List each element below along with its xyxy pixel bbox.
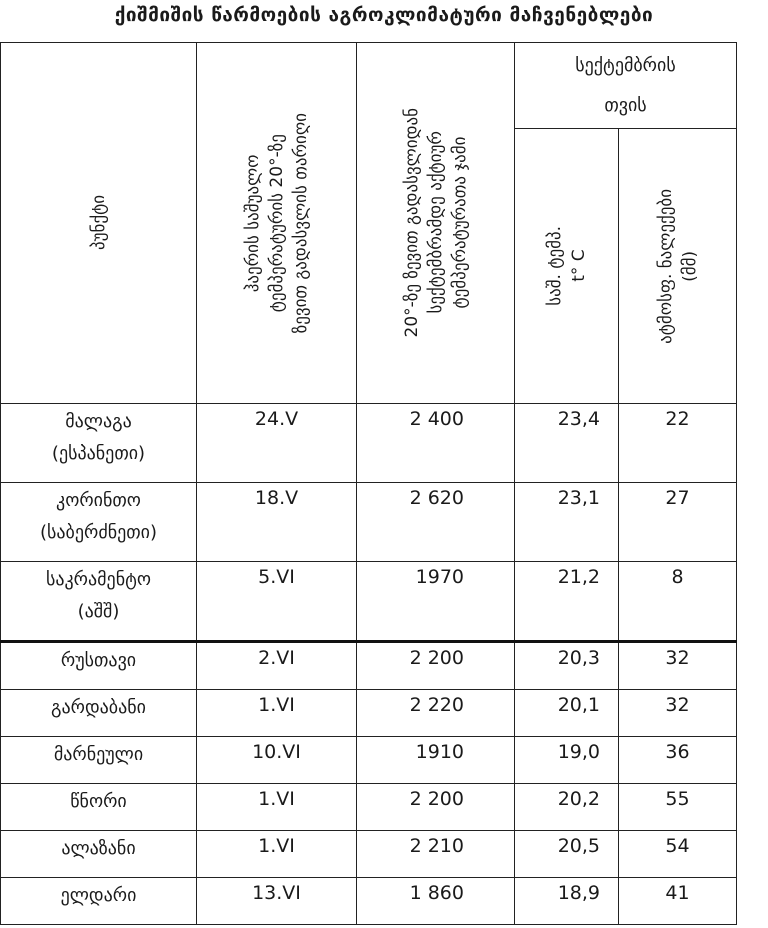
cell-point: მალაგა (ესპანეთი) [1, 404, 197, 483]
table-row [1, 642, 737, 690]
header-september: სექტემბრის თვის [515, 43, 737, 129]
cell-avg-temp: 23,1 [515, 483, 619, 562]
table-row [1, 737, 737, 784]
header-point: პუნქტი [1, 43, 197, 404]
cell-precip: 27 [619, 483, 737, 562]
cell-date: 24.V [197, 404, 357, 483]
cell-precip: 8 [619, 562, 737, 642]
cell-point: საკრამენტო (აშშ) [1, 562, 197, 642]
cell-temp-sum: 1910 [357, 737, 515, 784]
cell-avg-temp: 18,9 [515, 878, 619, 925]
cell-temp-sum: 2 200 [357, 642, 515, 690]
cell-date: 1.VI [197, 784, 357, 831]
cell-precip: 36 [619, 737, 737, 784]
table-row [1, 831, 737, 878]
cell-precip: 32 [619, 690, 737, 737]
header-precip: ატმოსფ. ნალექები (მმ) [619, 129, 737, 404]
cell-avg-temp: 19,0 [515, 737, 619, 784]
cell-precip: 22 [619, 404, 737, 483]
cell-point: რუსთავი [1, 642, 197, 690]
cell-date: 18.V [197, 483, 357, 562]
cell-date: 5.VI [197, 562, 357, 642]
cell-point: ალაზანი [1, 831, 197, 878]
cell-temp-sum: 2 400 [357, 404, 515, 483]
header-avg-temp: საშ. ტემპ. t° C [515, 129, 619, 404]
cell-date: 13.VI [197, 878, 357, 925]
cell-date: 10.VI [197, 737, 357, 784]
cell-temp-sum: 1970 [357, 562, 515, 642]
cell-temp-sum: 1 860 [357, 878, 515, 925]
cell-date: 2.VI [197, 642, 357, 690]
cell-point: კორინთო (საბერძნეთი) [1, 483, 197, 562]
table-title: ქიშმიშის წარმოების აგროკლიმატური მაჩვენებლები [114, 4, 654, 26]
cell-avg-temp: 20,1 [515, 690, 619, 737]
cell-temp-sum: 2 220 [357, 690, 515, 737]
cell-avg-temp: 23,4 [515, 404, 619, 483]
header-temp-sum: 20°-ზე ზევით გადასვლიდან სექტემბრამდე აქტიურ ტემპერატურათა ჯამი [357, 43, 515, 404]
cell-date: 1.VI [197, 690, 357, 737]
cell-temp-sum: 2 210 [357, 831, 515, 878]
table-row [1, 404, 737, 483]
cell-avg-temp: 21,2 [515, 562, 619, 642]
cell-point: გარდაბანი [1, 690, 197, 737]
cell-point: წნორი [1, 784, 197, 831]
table-row [1, 878, 737, 925]
cell-temp-sum: 2 620 [357, 483, 515, 562]
table-row [1, 690, 737, 737]
cell-avg-temp: 20,2 [515, 784, 619, 831]
table-row [1, 562, 737, 642]
cell-precip: 32 [619, 642, 737, 690]
cell-precip: 55 [619, 784, 737, 831]
table-row [1, 784, 737, 831]
cell-temp-sum: 2 200 [357, 784, 515, 831]
cell-date: 1.VI [197, 831, 357, 878]
cell-point: მარნეული [1, 737, 197, 784]
cell-point: ელდარი [1, 878, 197, 925]
cell-avg-temp: 20,3 [515, 642, 619, 690]
cell-precip: 54 [619, 831, 737, 878]
cell-avg-temp: 20,5 [515, 831, 619, 878]
agroclimatic-table [0, 42, 737, 925]
table-row [1, 483, 737, 562]
header-date-transition: ჰაერის საშუალო ტემპერატურის 20°-ზე ზევით გადასვლის თარიღი [197, 43, 357, 404]
cell-precip: 41 [619, 878, 737, 925]
